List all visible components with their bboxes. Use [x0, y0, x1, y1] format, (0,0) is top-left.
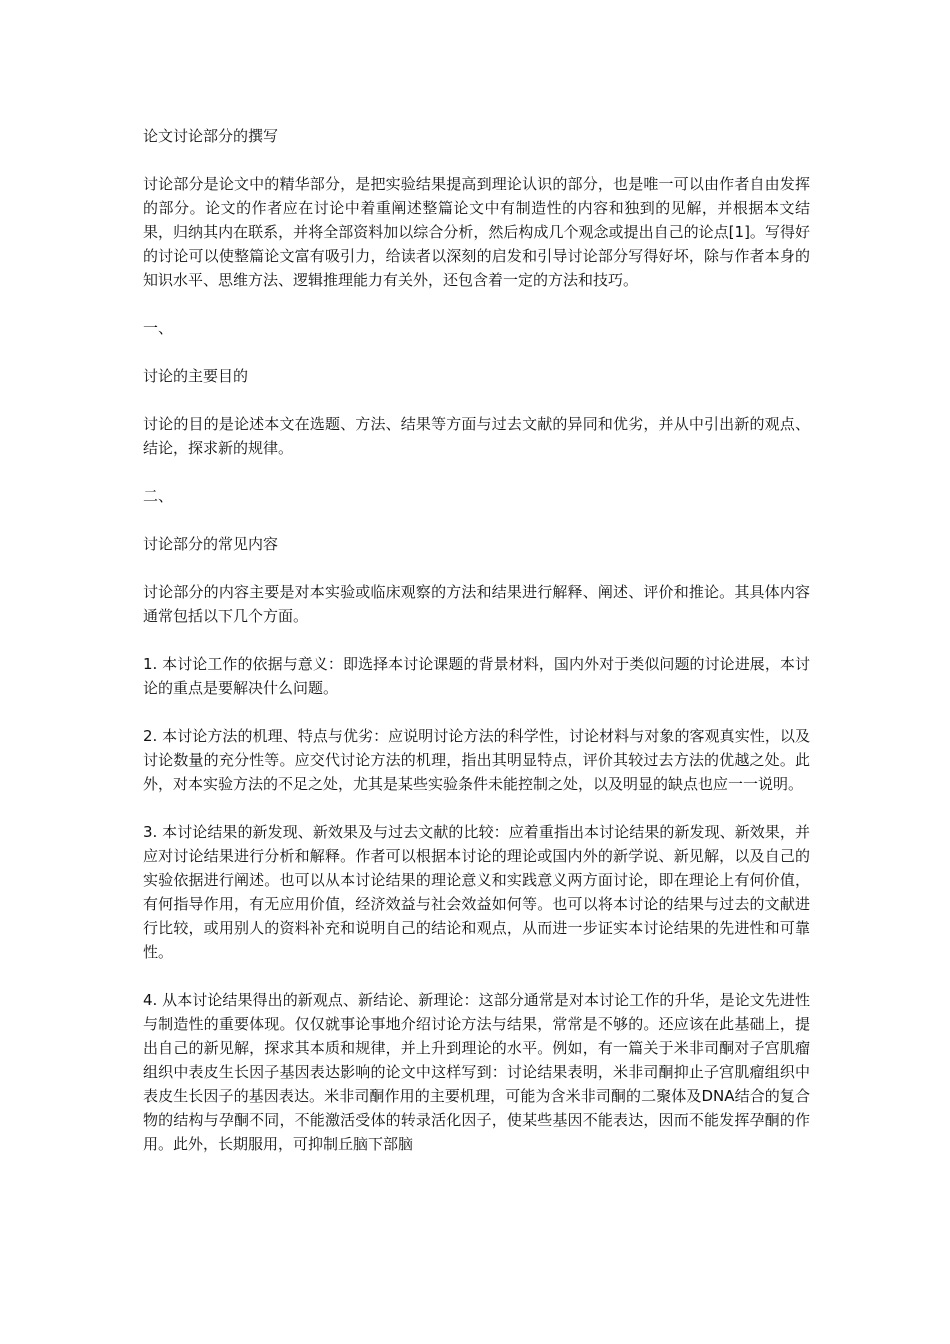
document-page	[143, 124, 810, 1156]
list-item-4: 4. 从本讨论结果得出的新观点、新结论、新理论：这部分通常是对本讨论工作的升华，是论文先进性与制造性的重要体现。仅仅就事论事地介绍讨论方法与结果，常常是不够的。还应该在此基础上，提出自己的新见解，探求其本质和规律，并上升到理论的水平。例如，有一篇关于米非司酮对子宫肌瘤组织中表皮生长因子基因表达影响的论文中这样写到：讨论结果表明，米非司酮抑止子宫肌瘤组织中表皮生长因子的基因表达。米非司酮作用的主要机理，可能为含米非司酮的二聚体及DNA结合的复合物的结构与孕酮不同，不能激活受体的转录活化因子，使某些基因不能表达，因而不能发挥孕酮的作用。此外，长期服用，可抑制丘脑下部脑	[143, 991, 810, 1153]
section-2-number: 二、	[143, 487, 174, 505]
intro-paragraph: 讨论部分是论文中的精华部分，是把实验结果提高到理论认识的部分，也是唯一可以由作者自由发挥的部分。论文的作者应在讨论中着重阐述整篇论文中有制造性的内容和独到的见解，并根据本文结果，归纳其内在联系，并将全部资料加以综合分析，然后构成几个观念或提出自己的论点[1]。写得好的讨论可以使整篇论文富有吸引力，给读者以深刻的启发和引导讨论部分写得好坏，除与作者本身的知识水平、思维方法、逻辑推理能力有关外，还包含着一定的方法和技巧。	[143, 175, 810, 289]
section-1-body: 讨论的目的是论述本文在选题、方法、结果等方面与过去文献的异同和优劣，并从中引出新的观点、结论，探求新的规律。	[143, 415, 810, 457]
list-item-2: 2. 本讨论方法的机理、特点与优劣：应说明讨论方法的科学性，讨论材料与对象的客观真实性，以及讨论数量的充分性等。应交代讨论方法的机理，指出其明显特点，评价其较过去方法的优越之处。此外，对本实验方法的不足之处，尤其是某些实验条件未能控制之处，以及明显的缺点也应一一说明。	[143, 727, 810, 793]
document-title: 论文讨论部分的撰写	[143, 127, 279, 145]
section-2-body: 讨论部分的内容主要是对本实验或临床观察的方法和结果进行解释、阐述、评价和推论。其具体内容通常包括以下几个方面。	[143, 583, 810, 625]
section-1-heading: 讨论的主要目的	[143, 367, 249, 385]
section-2-heading: 讨论部分的常见内容	[143, 535, 279, 553]
section-1-number: 一、	[143, 319, 174, 337]
list-item-1: 1. 本讨论工作的依据与意义：即选择本讨论课题的背景材料，国内外对于类似问题的讨论进展，本讨论的重点是要解决什么问题。	[143, 655, 810, 697]
list-item-3: 3. 本讨论结果的新发现、新效果及与过去文献的比较：应着重指出本讨论结果的新发现、新效果，并应对讨论结果进行分析和解释。作者可以根据本讨论的理论或国内外的新学说、新见解，以及自己的实验依据进行阐述。也可以从本讨论结果的理论意义和实践意义两方面讨论，即在理论上有何价值，有何指导作用，有无应用价值，经济效益与社会效益如何等。也可以将本讨论的结果与过去的文献进行比较，或用别人的资料补充和说明自己的结论和观点，从而进一步证实本讨论结果的先进性和可靠性。	[143, 823, 810, 961]
